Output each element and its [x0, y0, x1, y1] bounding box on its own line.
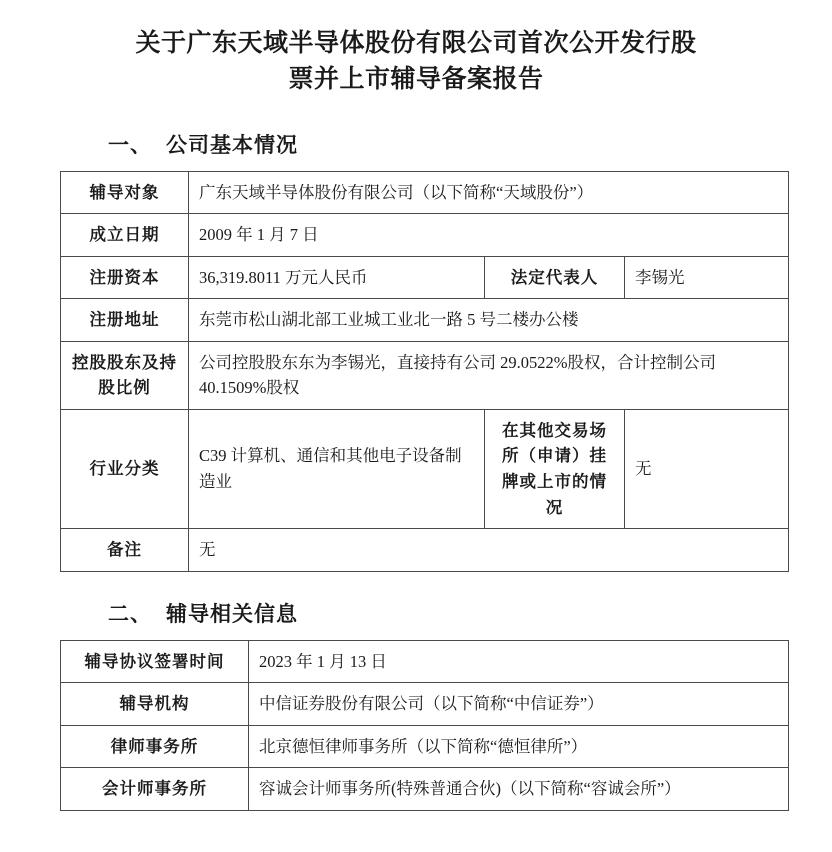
legal-representative-label: 法定代表人 — [485, 256, 625, 299]
controlling-shareholder-label: 控股股东及持股比例 — [61, 341, 189, 409]
registered-address-value: 东莞市松山湖北部工业城工业北一路 5 号二楼办公楼 — [189, 299, 789, 342]
accounting-firm-value: 容诚会计师事务所(特殊普通合伙)（以下简称“容诚会所”） — [249, 768, 789, 811]
table-row — [61, 256, 789, 299]
controlling-shareholder-value: 公司控股股东东为李锡光，直接持有公司 29.0522%股权，合计控制公司 40.1509%股权 — [189, 341, 789, 409]
section-2-heading — [108, 598, 780, 628]
table-row — [61, 171, 789, 214]
section-1-title: 公司基本情况 — [166, 132, 298, 157]
section-1-heading — [108, 129, 780, 159]
industry-classification-label: 行业分类 — [61, 409, 189, 528]
table-row — [61, 683, 789, 726]
other-market-listing-label: 在其他交易场所（申请）挂牌或上市的情况 — [485, 409, 625, 528]
page-title-line-1: 关于广东天域半导体股份有限公司首次公开发行股 — [135, 30, 697, 57]
accounting-firm-label: 会计师事务所 — [61, 768, 249, 811]
legal-representative-value: 李锡光 — [625, 256, 789, 299]
table-row — [61, 529, 789, 572]
table-row — [61, 409, 789, 528]
establish-date-value: 2009 年 1 月 7 日 — [189, 214, 789, 257]
section-2-title: 辅导相关信息 — [166, 601, 298, 626]
law-firm-value: 北京德恒律师事务所（以下简称“德恒律所”） — [249, 725, 789, 768]
coaching-info-table — [60, 640, 789, 811]
establish-date-label: 成立日期 — [61, 214, 189, 257]
coaching-institution-value: 中信证券股份有限公司（以下简称“中信证券”） — [249, 683, 789, 726]
remark-label: 备注 — [61, 529, 189, 572]
law-firm-label: 律师事务所 — [61, 725, 249, 768]
section-2-number: 二、 — [108, 601, 152, 626]
remark-value: 无 — [189, 529, 789, 572]
section-1-number: 一、 — [108, 132, 152, 157]
other-market-listing-value: 无 — [625, 409, 789, 528]
table-row — [61, 725, 789, 768]
industry-classification-value: C39 计算机、通信和其他电子设备制造业 — [189, 409, 485, 528]
table-row — [61, 214, 789, 257]
page-title — [52, 26, 780, 99]
coaching-institution-label: 辅导机构 — [61, 683, 249, 726]
page-title-line-2: 票并上市辅导备案报告 — [288, 66, 544, 94]
table-row — [61, 299, 789, 342]
agreement-date-label: 辅导协议签署时间 — [61, 640, 249, 683]
registered-address-label: 注册地址 — [61, 299, 189, 342]
coach-object-value: 广东天域半导体股份有限公司（以下简称“天域股份”） — [189, 171, 789, 214]
coach-object-label: 辅导对象 — [61, 171, 189, 214]
table-row — [61, 768, 789, 811]
company-basic-info-table — [60, 171, 789, 572]
agreement-date-value: 2023 年 1 月 13 日 — [249, 640, 789, 683]
registered-capital-value: 36,319.8011 万元人民币 — [189, 256, 485, 299]
registered-capital-label: 注册资本 — [61, 256, 189, 299]
table-row — [61, 640, 789, 683]
table-row — [61, 341, 789, 409]
